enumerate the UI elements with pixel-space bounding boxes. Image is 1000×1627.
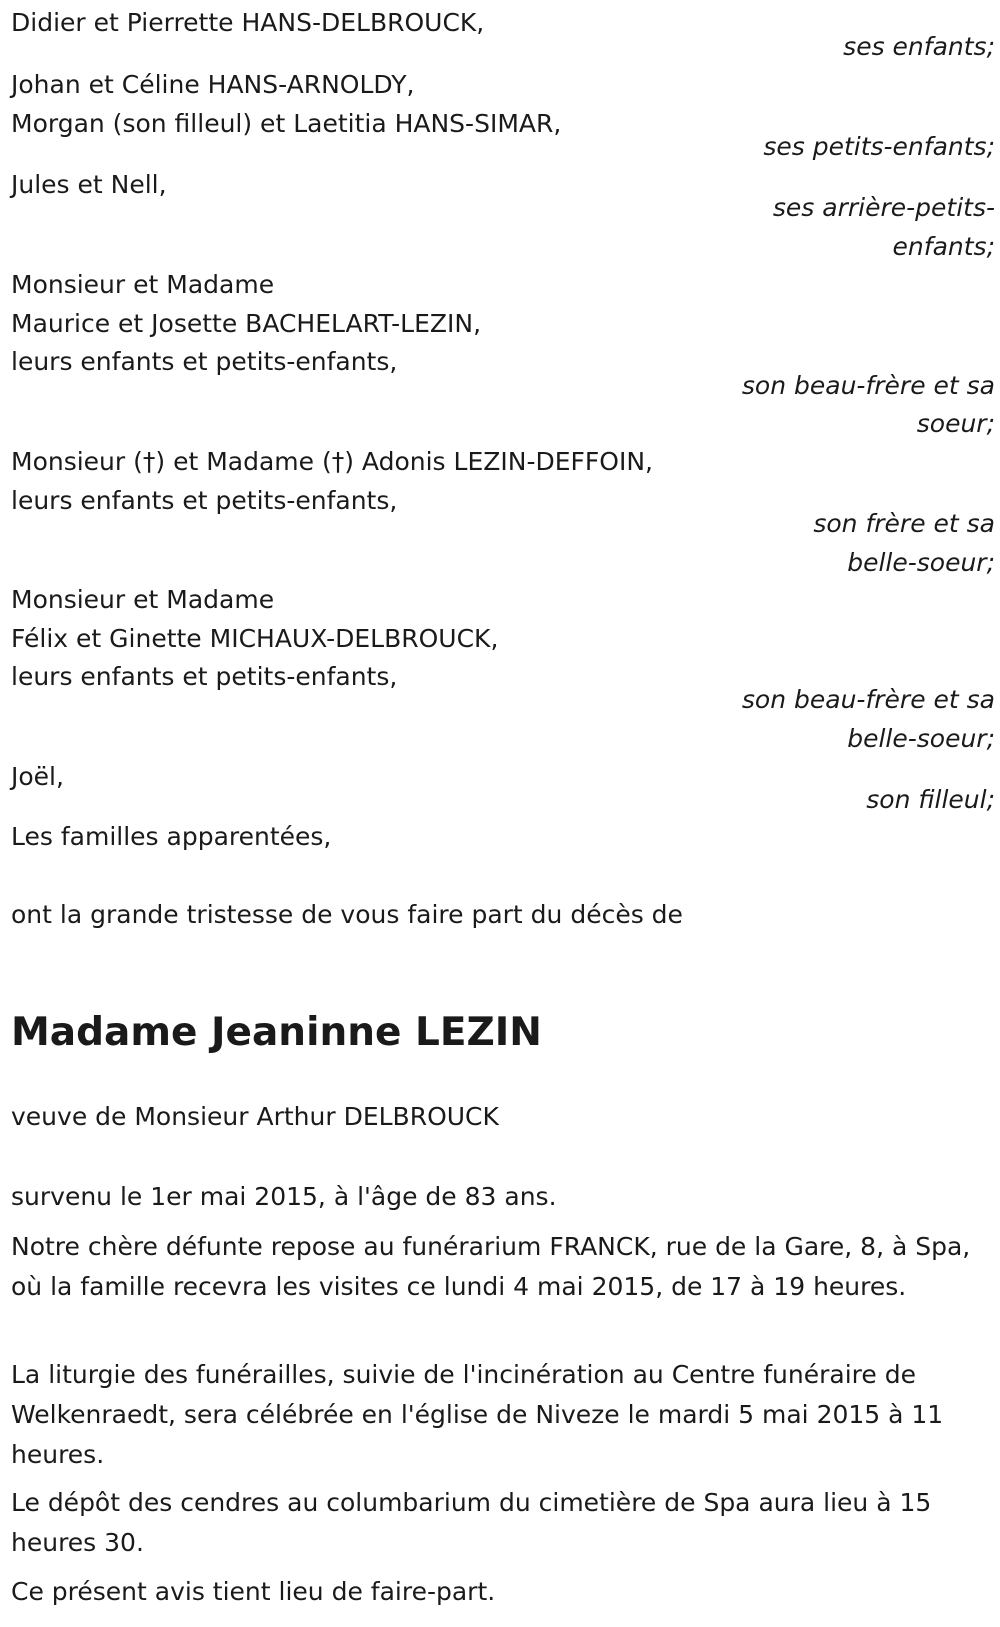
relationship-label: son beau-frère et sa [741, 685, 995, 714]
widow-of-text: veuve de Monsieur Arthur DELBROUCK [11, 1102, 499, 1131]
deceased-name: Madame Jeaninne LEZIN [11, 1010, 542, 1055]
details-paragraph: Notre chère défunte repose au funérarium FRANCK, rue de la Gare, 8, à Spa, où la famille recevra les visites ce lundi 4 mai 2015, de 17 à 19 heures. [11, 1232, 971, 1301]
family-line: Monsieur et Madame [11, 270, 275, 299]
relationship-label: ses arrière-petits- [772, 193, 995, 222]
details-paragraph: La liturgie des funérailles, suivie de l'incinération au Centre funéraire de Welkenraedt, sera célébrée en l'église de Niveze le mardi 5 mai 2015 à 11 heures. [11, 1360, 944, 1469]
family-line: Morgan (son filleul) et Laetitia HANS-SIMAR, [11, 109, 562, 138]
relationship-label: son frère et sa [813, 509, 995, 538]
family-line: Johan et Céline HANS-ARNOLDY, [11, 70, 415, 99]
relationship-label: ses enfants; [843, 32, 995, 61]
family-line: Félix et Ginette MICHAUX-DELBROUCK, [11, 624, 499, 653]
relationship-label: belle-soeur; [847, 724, 995, 753]
relationship-label: belle-soeur; [847, 548, 995, 577]
family-line: leurs enfants et petits-enfants, [11, 662, 398, 691]
family-line: Maurice et Josette BACHELART-LEZIN, [11, 309, 482, 338]
family-line: Didier et Pierrette HANS-DELBROUCK, [11, 8, 485, 37]
family-line: leurs enfants et petits-enfants, [11, 347, 398, 376]
family-line: Monsieur (†) et Madame (†) Adonis LEZIN-DEFFOIN, [11, 447, 653, 476]
family-line: leurs enfants et petits-enfants, [11, 486, 398, 515]
details-paragraph: Ce présent avis tient lieu de faire-part. [11, 1577, 496, 1606]
relationship-label: soeur; [916, 409, 995, 438]
relationship-label: ses petits-enfants; [763, 132, 995, 161]
details-paragraph: Le dépôt des cendres au columbarium du cimetière de Spa aura lieu à 15 heures 30. [11, 1488, 932, 1557]
family-line: Joël, [11, 762, 64, 791]
announcement-text: ont la grande tristesse de vous faire part du décès de [11, 900, 683, 929]
relationship-label: son filleul; [866, 785, 995, 814]
family-line: Jules et Nell, [11, 170, 167, 199]
family-line: Les familles apparentées, [11, 822, 332, 851]
relationship-label: enfants; [892, 232, 995, 261]
family-line: Monsieur et Madame [11, 585, 275, 614]
details-paragraph: survenu le 1er mai 2015, à l'âge de 83 ans. [11, 1182, 557, 1211]
relationship-label: son beau-frère et sa [741, 371, 995, 400]
